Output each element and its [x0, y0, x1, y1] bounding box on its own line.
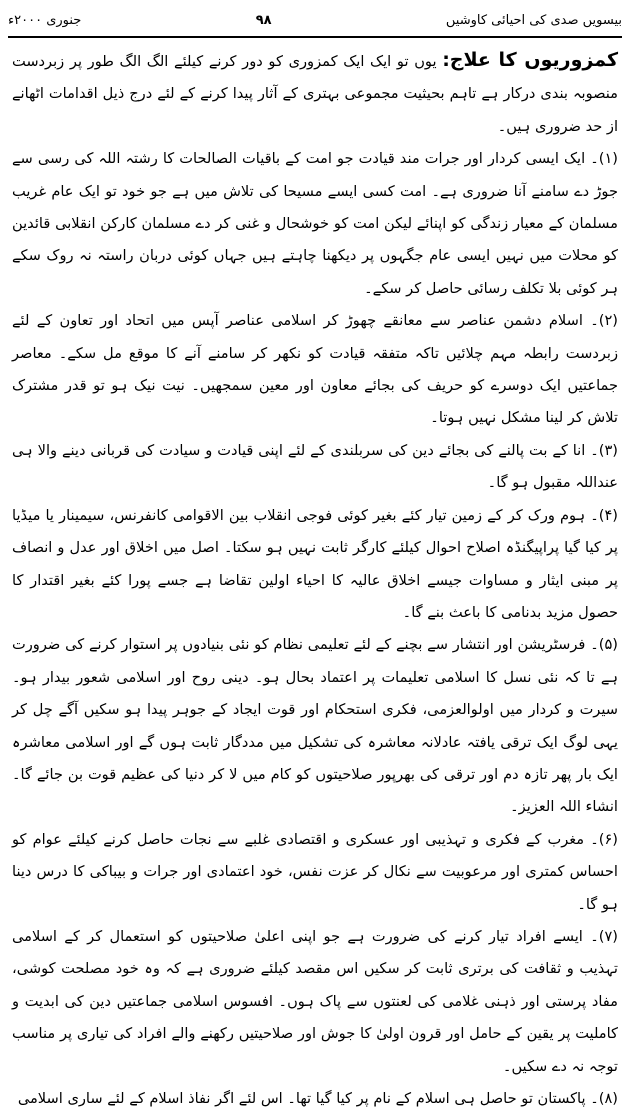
section-heading: کمزوریوں کا علاج:	[442, 49, 619, 71]
page-number: ۹۸	[255, 12, 272, 28]
page-header	[8, 4, 622, 38]
list-item-2: (۲)۔ اسلام دشمن عناصر سے معانقے چھوڑ کر اسلامی عناصر آپس میں اتحاد اور تعاون کے لئے زبردست رابطہ مہم چلائیں تاکہ متفقہ قیادت کو نکھر کر سامنے آنے کا موقع مل سکے۔ معاصر جماعتیں ایک دوسرے کو حریف کی بجائے معاون اور معین سمجھیں۔ نیت نیک ہو تو قدر مشترک تلاش کر لینا مشکل نہیں ہوتا۔	[12, 312, 618, 427]
article-body	[12, 44, 619, 1107]
intro-paragraph	[12, 44, 618, 143]
list-item-7: (۷)۔ ایسے افراد تیار کرنے کی ضرورت ہے جو اپنی اعلیٰ صلاحیتوں کو استعمال کر کے اسلامی تہذیب و ثقافت کی برتری ثابت کر سکیں اس مقصد کیلئے ضروری ہے کہ وہ خود مصلحت کوشی، مفاد پرستی اور ذہنی غلامی کی لعنتوں سے پاک ہوں۔ افسوس اسلامی جماعتیں دین کی ابدیت و کاملیت پر یقین کے حامل اور قرون اولیٰ کا جوش اور صلاحیتیں رکھنے والے افراد کی تیاری پر مناسب توجہ نہ دے سکیں۔	[12, 927, 618, 1075]
list-item-5: (۵)۔ فرسٹریشن اور انتشار سے بچنے کے لئے تعلیمی نظام کو نئی بنیادوں پر استوار کرنے کی ضرورت ہے تا کہ نئی نسل کا اسلامی تعلیمات پر اعتماد بحال ہو۔ دینی روح اور اسلامی شعور بیدار ہو۔ سیرت و کردار میں اولوالعزمی، فکری استحکام اور قوت ایجاد کے جوہر پیدا ہو سکیں آگے چل کر یہی لوگ ایک ترقی یافتہ عادلانہ معاشرہ کی تشکیل میں مددگار ثابت ہوں گے اور اسلامی معاشرہ ایک بار پھر تازہ دم اور ترقی کی بھرپور صلاحیتوں کو کام میں لا کر دنیا کی عظیم قوت بن جائے گا۔ انشاء اللہ العزیز۔	[12, 636, 618, 816]
list-item-6: (۶)۔ مغرب کے فکری و تہذیبی اور عسکری و اقتصادی غلبے سے نجات حاصل کرنے کیلئے عوام کو احساس کمتری اور مرعوبیت سے نکال کر عزت نفس، خود اعتمادی اور جرات و بیباکی کا درس دینا ہو گا۔	[12, 830, 618, 913]
list-item-8: (۸)۔ پاکستان تو حاصل ہی اسلام کے نام پر کیا گیا تھا۔ اس لئے اگر نفاذ اسلام کے لئے ساری اسلامی	[17, 1090, 618, 1107]
list-item-1: (۱)۔ ایک ایسی کردار اور جرات مند قیادت جو امت کے باقیات الصالحات کا رشتہ اللہ کی رسی سے جوڑ دے سامنے آنا ضروری ہے۔ امت کسی ایسے مسیحا کی تلاش میں ہے جو خود تو ایک عام غریب مسلمان کے معیار زندگی کو اپنائے لیکن امت کو خوشحال و غنی کر دے مسلمان کارکن انقلابی قائدین کو محلات میں نہیں ایسی عام جگہوں پر دیکھنا چاہتے ہیں جہاں کوئی دربان راستہ نہ روک سکے ہر کوئی بلا تکلف رسائی حاصل کر سکے۔	[12, 150, 618, 297]
journal-title: بیسویں صدی کی احیائی کاوشیں	[445, 12, 622, 28]
list-item-3: (۳)۔ انا کے بت پالنے کی بجائے دین کی سربلندی کے لئے اپنی قیادت و سیادت کی قربانی دینے والا ہی عنداللہ مقبول ہو گا۔	[12, 441, 618, 492]
issue-date: جنوری ۲۰۰۰ء	[8, 12, 82, 28]
intro-text: یوں تو ایک ایک کمزوری کو دور کرنے کیلئے الگ الگ طور پر زبردست منصوبہ بندی درکار ہے تاہم بحیثیت مجموعی بہتری کے آثار پیدا کرنے کے لئے درج ذیل اقدامات اٹھانے از حد ضروری ہیں۔	[12, 53, 618, 135]
list-item-4: (۴)۔ ہوم ورک کر کے زمین تیار کئے بغیر کوئی فوجی انقلاب بین الاقوامی کانفرنس، سیمینار یا میڈیا پر کیا گیا پراپیگنڈہ اصلاح احوال کیلئے کارگر ثابت نہیں ہو سکتا۔ اصل میں اخلاق اور عدل و انصاف پر مبنی ایثار و مساوات جیسے اخلاق عالیہ کا احیاء اولین تقاضا ہے جسے پورا کئے بغیر اقتدار کا حصول مزید بدنامی کا باعث بنے گا۔	[12, 506, 618, 621]
